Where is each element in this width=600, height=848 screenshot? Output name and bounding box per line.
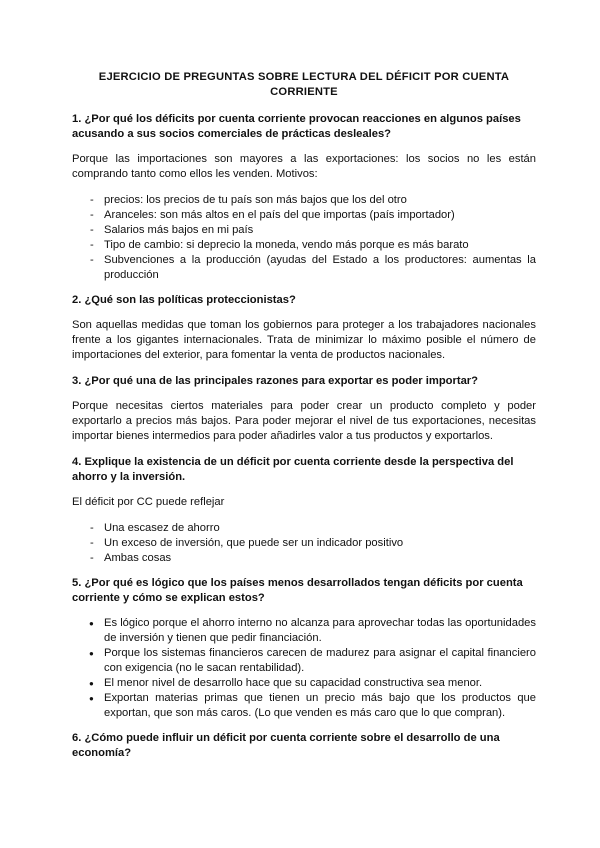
question-5-section — [72, 576, 536, 721]
question-5-list — [72, 616, 536, 721]
list-item: - precios: los precios de tu país son más bajos que los del otro — [72, 193, 536, 208]
question-1-heading: 1. ¿Por qué los déficits por cuenta corriente provocan reacciones en algunos países acusando a sus socios comerciales de prácticas desleales? — [72, 113, 521, 140]
question-3-section — [72, 374, 536, 444]
list-item: - Salarios más bajos en mi país — [72, 223, 536, 238]
question-2-heading: 2. ¿Qué son las políticas proteccionistas? — [72, 294, 296, 306]
question-1-list — [72, 193, 536, 283]
list-item: - Subvenciones a la producción (ayudas del Estado a los productores: aumentas la producción — [72, 253, 536, 283]
question-6-heading: 6. ¿Cómo puede influir un déficit por cuenta corriente sobre el desarrollo de una economía? — [72, 732, 500, 759]
list-item: ● Porque los sistemas financieros carecen de madurez para asignar el capital financiero con exigencia (no le sacan rentabilidad). — [72, 646, 536, 676]
list-item: - Aranceles: son más altos en el país del que importas (país importador) — [72, 208, 536, 223]
question-3-answer: Porque necesitas ciertos materiales para poder crear un producto completo y poder exportarlo a precios más bajos. Para poder mejorar el nivel de tus exportaciones, necesitas importar bienes intermedios para poder añadirles valor a tus productos y exportarlos. — [72, 400, 536, 442]
question-4-answer: El déficit por CC puede reflejar — [72, 496, 225, 508]
list-item: - Tipo de cambio: si deprecio la moneda, vendo más porque es más barato — [72, 238, 536, 253]
list-item: - Un exceso de inversión, que puede ser un indicador positivo — [72, 536, 536, 551]
list-item: ● El menor nivel de desarrollo hace que su capacidad constructiva sea menor. — [72, 676, 536, 691]
question-5-heading: 5. ¿Por qué es lógico que los países menos desarrollados tengan déficits por cuenta corriente y cómo se explican estos? — [72, 577, 523, 604]
question-4-heading: 4. Explique la existencia de un déficit por cuenta corriente desde la perspectiva del ahorro y la inversión. — [72, 456, 514, 483]
list-item: - Una escasez de ahorro — [72, 521, 536, 536]
question-1-answer: Porque las importaciones son mayores a las exportaciones: los socios no les están comprando tanto como ellos les venden. Motivos: — [72, 153, 536, 180]
list-item: - Ambas cosas — [72, 551, 536, 566]
question-2-answer: Son aquellas medidas que toman los gobiernos para proteger a los trabajadores nacionales frente a los gigantes internacionales. Trata de minimizar lo máximo posible el número de importaciones del exterior, para fomentar la venta de productos nacionales. — [72, 319, 536, 361]
list-item: ● Es lógico porque el ahorro interno no alcanza para aprovechar todas las oportunidades de inversión y tienen que pedir financiación. — [72, 616, 536, 646]
document-title: EJERCICIO DE PREGUNTAS SOBRE LECTURA DEL DÉFICIT POR CUENTA CORRIENTE — [98, 71, 510, 98]
question-6-section — [72, 731, 536, 761]
question-4-list — [72, 521, 536, 566]
question-2-section — [72, 293, 536, 363]
question-4-section — [72, 455, 536, 566]
question-1-section — [72, 112, 536, 283]
question-3-heading: 3. ¿Por qué una de las principales razones para exportar es poder importar? — [72, 375, 478, 387]
list-item: ● Exportan materias primas que tienen un precio más bajo que los productos que exportan, que son más caros. (Lo que venden es más caro que lo que compran). — [72, 691, 536, 721]
